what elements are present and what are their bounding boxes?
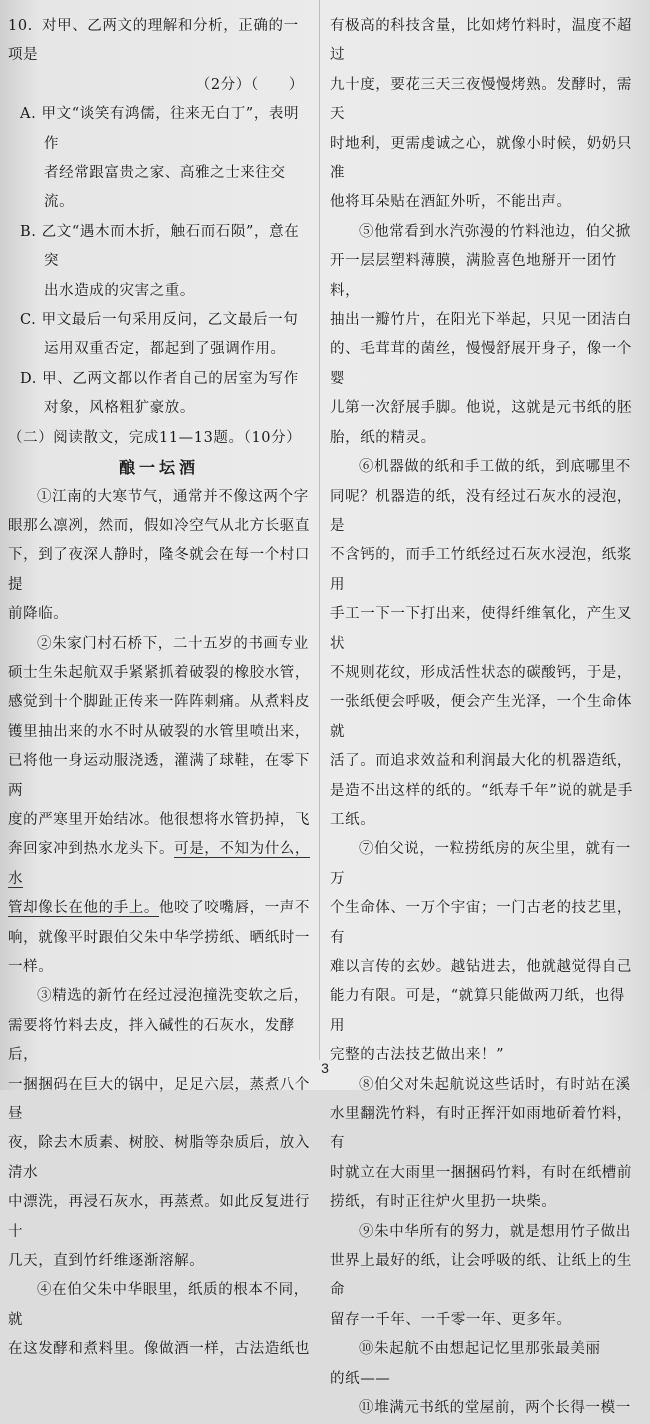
underlined-sentence-part-1: 可是，不知为什么，水 — [8, 841, 311, 887]
question-10-score: （2分）（ ） — [195, 76, 304, 93]
page-number: 3 — [321, 1060, 329, 1076]
paragraph-5: ⑤他常看到水汽弥漫的竹料池边，伯父掀 开一层层塑料薄膜，满脸喜色地掰开一团竹料， 抽出一瓣竹片，在阳光下举起，只见一团洁白 的、毛茸茸的菌丝，慢慢舒展开身子，像一个婴 儿第一次舒展手脚。他说，这就是元书纸的胚 胎，纸的精灵。 — [330, 223, 632, 446]
paragraph-4: ④在伯父朱中华眼里，纸质的根本不同，就 在这发酵和煮料里。像做酒一样，古法造纸也 — [8, 1282, 310, 1358]
paragraph-8: ⑧伯父对朱起航说这些话时，有时站在溪 水里翻洗竹料，有时正挥汗如雨地斫着竹料，有 时就立在大雨里一捆捆码竹料，有时在纸槽前 捞纸，有时正往炉火里扔一块柴。 — [330, 1076, 632, 1211]
column-divider — [319, 0, 320, 1060]
option-b: B. 乙文“遇木而木折，触石而石陨”，意在突 — [20, 223, 300, 270]
paragraph-9: ⑨朱中华所有的努力，就是想用竹子做出 世界上最好的纸，让会呼吸的纸、让纸上的生命 留存一千年、一千零一年、更多年。 — [330, 1223, 632, 1328]
option-a-cont: 者经常跟富贵之家、高雅之士来往交流。 — [44, 165, 286, 211]
paragraph-11: ⑪堆满元书纸的堂屋前，两个长得一模一 — [359, 1400, 631, 1417]
option-d: D. 甲、乙两文都以作者自己的居室为写作 — [20, 370, 299, 387]
section-heading: （二）阅读散文，完成11—13题。（10分） — [8, 429, 302, 446]
paragraph-2: ②朱家门村石桥下，二十五岁的书画专业 硕士生朱起航双手紧紧抓着破裂的橡胶水管， 感觉到十个脚趾正传来一阵阵刺痛。从煮料皮 镬里抽出来的水不时从破裂的水管里喷出来， 已将他一身运动服浇透，灌满了球鞋，在零下两 度的严寒里开始结冰。他很想将水管扔掉，飞 奔回家冲到热水龙头下。可是，不知为什么，水 管却像长在他的手上。他咬了咬嘴唇，一声不 响，就像平时跟伯父朱中华学捞纸、晒纸时一 一样。 — [8, 635, 311, 975]
option-d-cont: 对象，风格粗犷豪放。 — [44, 400, 195, 417]
underlined-sentence-part-2: 管却像长在他的手上。 — [8, 900, 159, 917]
option-b-cont: 出水造成的灾害之重。 — [44, 282, 195, 299]
paragraph-10: ⑩朱起航不由想起记忆里那张最美丽 的纸—— — [330, 1341, 601, 1387]
paragraph-1: ①江南的大寒节气，通常并不像这两个字 眼那么凛冽，然而，假如冷空气从北方长驱直 下，到了夜深人静时，隆冬就会在每一个村口提 前降临。 — [8, 488, 310, 623]
paragraph-6: ⑥机器做的纸和手工做的纸，到底哪里不 同呢？机器造的纸，没有经过石灰水的浸泡，是 不含钙的，而手工竹纸经过石灰水浸泡，纸浆用 手工一下一下打出来，使得纤维氧化，产生叉状 不规则花纹，形成活性状态的碳酸钙，于是， 一张纸便会呼吸，便会产生光泽，一个生命体就 活了。而追求效益和利润最大化的机器造纸， 是造不出这样的纸的。“纸寿千年”说的就是手 工纸。 — [330, 459, 633, 828]
right-column — [330, 12, 634, 1424]
essay-title: 酿一坛酒 — [118, 458, 199, 478]
option-c: C. 甲文最后一句采用反问，乙文最后一句 — [20, 312, 299, 329]
option-c-cont: 运用双重否定，都起到了强调作用。 — [44, 341, 286, 358]
paragraph-7: ⑦伯父说，一粒捞纸房的灰尘里，就有一万 个生命体、一万个宇宙；一门古老的技艺里，有 难以言传的玄妙。越钻进去，他就越觉得自己 能力有限。可是，“就算只能做两刀纸，也得用 完整的古法技艺做出来！” — [330, 841, 632, 1064]
paragraph-4-continued: 有极高的科技含量，比如烤竹料时，温度不超过 九十度，要花三天三夜慢慢烤熟。发酵时，需天 时地利，更需虔诚之心，就像小时候，奶奶只准 他将耳朵贴在酒缸外听，不能出声。 — [330, 18, 632, 211]
question-10-stem: 10. 对甲、乙两文的理解和分析，正确的一项是 — [8, 18, 299, 64]
option-a: A. 甲文“谈笑有鸿儒，往来无白丁”，表明作 — [20, 106, 300, 152]
left-column — [8, 12, 310, 1365]
paragraph-3: ③精选的新竹在经过浸泡撞洗变软之后， 需要将竹料去皮，拌入碱性的石灰水，发酵后， 一捆捆码在巨大的锅中，足足六层，蒸煮八个昼 夜，除去木质素、树胶、树脂等杂质后，放入清水 中漂洗，再浸石灰水，再蒸煮。如此反复进行十 几天，直到竹纤维逐渐溶解。 — [8, 988, 310, 1270]
